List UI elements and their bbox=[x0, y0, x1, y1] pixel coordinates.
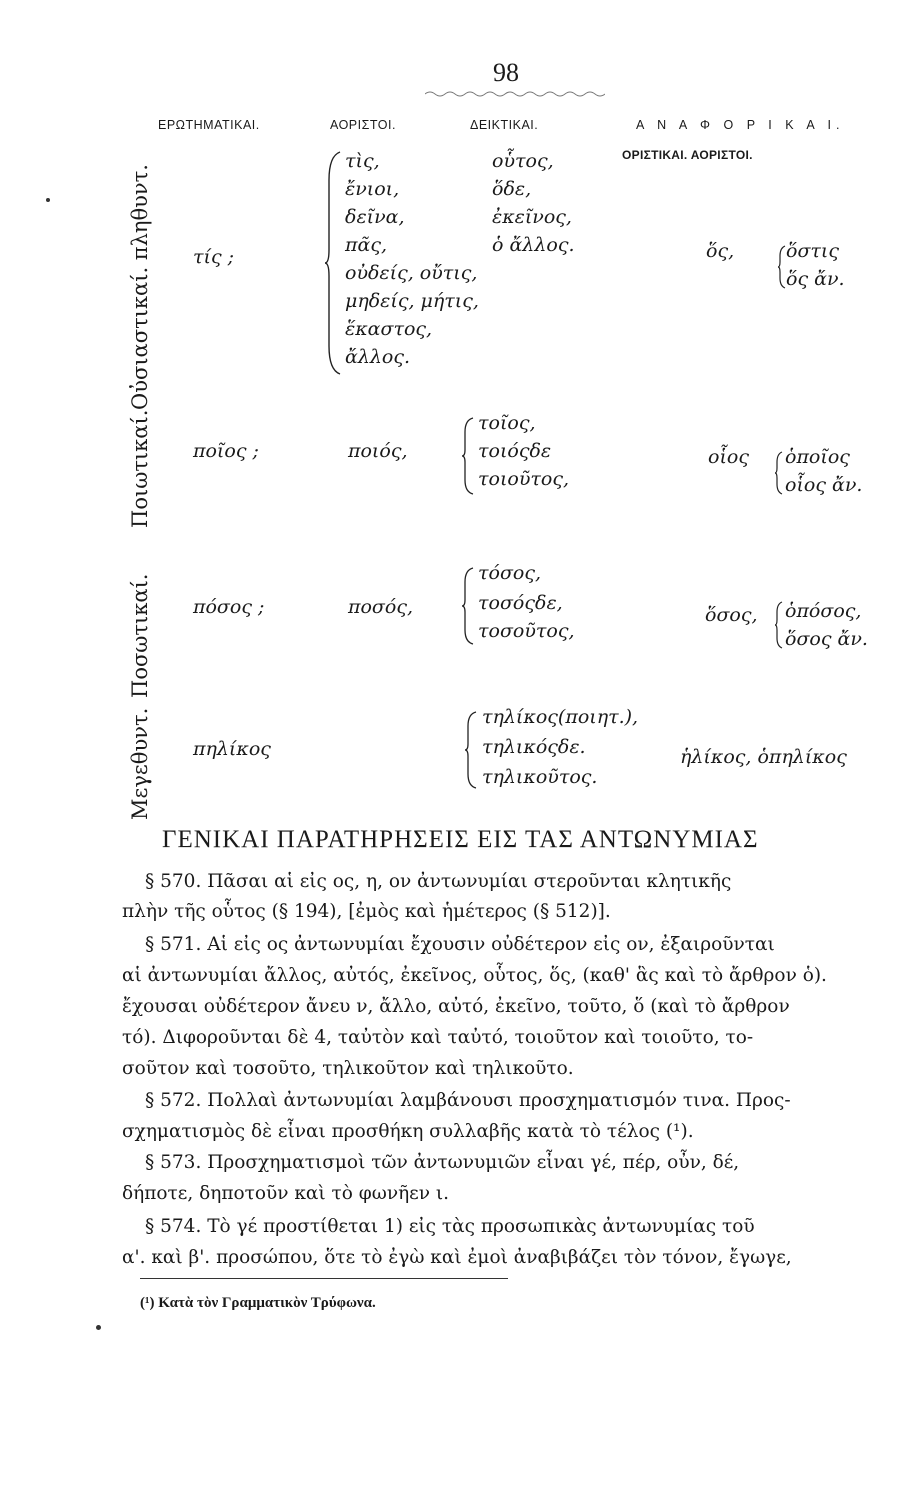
header-interrogative: ΕΡΩΤΗΜΑΤΙΚΑΙ. bbox=[158, 118, 260, 132]
ink-speck bbox=[46, 198, 50, 202]
row4-dem-2: τηλικόςδε. bbox=[482, 736, 586, 758]
paragraph-line: σχηματισμὸς δὲ εἶναι προσθήκη συλλαβῆς κατὰ τὸ τέλος (¹). bbox=[122, 1121, 694, 1142]
row-label-magnitude: Μεγεθυντ. bbox=[128, 707, 152, 820]
row4-dem-3: τηλικοῦτος. bbox=[482, 766, 598, 788]
wavy-ornament bbox=[425, 88, 605, 100]
row1-dem-1: οὗτος, bbox=[492, 150, 554, 172]
paragraph-line: § 570. Πᾶσαι αἱ εἰς ος, η, ον ἀντωνυμίαι στεροῦνται κλητικῆς bbox=[145, 871, 732, 892]
paragraph-line: δήποτε, δηποτοῦν καὶ τὸ φωνῆεν ι. bbox=[122, 1183, 450, 1204]
header-indefinite: ΑΟΡΙΣΤΟΙ. bbox=[330, 118, 396, 132]
row3-dem-3: τοσοῦτος, bbox=[478, 620, 575, 642]
row1-indef-6: μηδείς, μήτις, bbox=[345, 290, 479, 312]
header-relative-sub: ΟΡΙΣΤΙΚΑΙ. ΑΟΡΙΣΤΟΙ. bbox=[622, 148, 753, 162]
footnote: (¹) Κατὰ τὸν Γραμματικὸν Τρύφωνα. bbox=[140, 1295, 376, 1311]
row-label-substantive: Οὐσιαστικαί. πληθυντ. bbox=[128, 164, 152, 410]
row2-indefinite: ποιός, bbox=[348, 440, 408, 462]
header-relative: Α Ν Α Φ Ο Ρ Ι Κ Α Ι. bbox=[636, 118, 845, 132]
row3-rel-indef-1: ὁπόσος, bbox=[785, 600, 862, 622]
header-demonstrative: ΔΕΙΚΤΙΚΑΙ. bbox=[470, 118, 539, 132]
row1-indef-5: οὐδείς, οὔτις, bbox=[345, 262, 478, 284]
footnote-rule bbox=[140, 1278, 508, 1279]
row-label-qualitative: Ποιωτικαί. bbox=[128, 409, 152, 528]
brace bbox=[465, 710, 477, 790]
row1-interrogative: τίς ; bbox=[193, 246, 235, 268]
row1-indef-3: δεῖνα, bbox=[345, 206, 405, 228]
row3-dem-1: τόσος, bbox=[478, 562, 542, 584]
row2-rel-indef-2: οἷος ἄν. bbox=[785, 474, 863, 496]
row1-indef-1: τὶς, bbox=[345, 150, 380, 172]
paragraph-line: πλὴν τῆς οὗτος (§ 194), [ἐμὸς καὶ ἡμέτερος (§ 512)]. bbox=[122, 901, 611, 922]
row3-interrogative: πόσος ; bbox=[193, 596, 265, 618]
row4-interrogative: πηλίκος bbox=[193, 738, 271, 760]
brace bbox=[775, 450, 783, 496]
ink-speck bbox=[96, 1325, 101, 1330]
row3-rel-indef-2: ὅσος ἄν. bbox=[785, 628, 868, 650]
row4-relative: ἡλίκος, ὁπηλίκος bbox=[680, 746, 847, 768]
page-number: 98 bbox=[493, 58, 519, 87]
row-label-quantitative: Ποσωτικαί. bbox=[128, 573, 152, 698]
row4-dem-1: τηλίκος(ποιητ.), bbox=[482, 706, 639, 728]
paragraph-line: α'. καὶ β'. προσώπου, ὅτε τὸ ἐγὼ καὶ ἐμοὶ ἀναβιβάζει τὸν τόνον, ἔγωγε, bbox=[122, 1247, 792, 1268]
row1-indef-8: ἄλλος. bbox=[345, 346, 411, 368]
row1-rel-indef-1: ὅστις bbox=[786, 240, 840, 262]
row3-rel-definite: ὅσος, bbox=[705, 604, 758, 626]
paragraph-line: § 574. Τὸ γέ προστίθεται 1) εἰς τὰς προσωπικὰς ἀντωνυμίας τοῦ bbox=[145, 1216, 755, 1237]
brace bbox=[462, 566, 474, 646]
row2-dem-1: τοῖος, bbox=[478, 412, 536, 434]
row2-interrogative: ποῖος ; bbox=[193, 440, 259, 462]
section-title: ΓΕΝΙΚΑΙ ΠΑΡΑΤΗΡΗΣΕΙΣ ΕΙΣ ΤΑΣ ΑΝΤΩΝΥΜΙΑΣ bbox=[162, 826, 759, 853]
row2-rel-indef-1: ὁποῖος bbox=[785, 446, 850, 468]
brace bbox=[325, 150, 343, 376]
row1-indef-2: ἔνιοι, bbox=[345, 178, 400, 200]
row2-rel-definite: οἷος bbox=[708, 446, 749, 468]
row3-dem-2: τοσόςδε, bbox=[478, 592, 563, 614]
brace bbox=[462, 416, 474, 496]
row1-rel-definite: ὅς, bbox=[706, 240, 735, 262]
paragraph-line: αἱ ἀντωνυμίαι ἄλλος, αὐτός, ἐκεῖνος, οὗτος, ὅς, (καθ' ἃς καὶ τὸ ἄρθρον ὁ). bbox=[122, 965, 827, 986]
row1-rel-indef-2: ὅς ἄν. bbox=[786, 268, 845, 290]
paragraph-line: § 573. Προσχηματισμοὶ τῶν ἀντωνυμιῶν εἶναι γέ, πέρ, οὖν, δέ, bbox=[145, 1152, 740, 1173]
row1-indef-7: ἕκαστος, bbox=[345, 318, 433, 340]
row1-dem-3: ἐκεῖνος, bbox=[492, 206, 572, 228]
row1-dem-2: ὅδε, bbox=[492, 178, 532, 200]
row3-indefinite: ποσός, bbox=[348, 596, 414, 618]
paragraph-line: ἔχουσαι οὐδέτερον ἄνευ ν, ἄλλο, αὐτό, ἐκεῖνο, τοῦτο, ὅ (καὶ τὸ ἄρθρον bbox=[122, 996, 790, 1017]
paragraph-line: σοῦτον καὶ τοσοῦτο, τηλικοῦτον καὶ τηλικοῦτο. bbox=[122, 1058, 574, 1079]
row2-dem-3: τοιοῦτος, bbox=[478, 468, 570, 490]
brace bbox=[778, 244, 786, 290]
paragraph-line: § 571. Αἱ εἰς ος ἀντωνυμίαι ἔχουσιν οὐδέτερον εἰς ον, ἐξαιροῦνται bbox=[145, 934, 775, 955]
brace bbox=[775, 600, 783, 650]
row1-dem-4: ὁ ἄλλος. bbox=[492, 234, 575, 256]
paragraph-line: τό). Διφοροῦνται δὲ 4, ταὐτὸν καὶ ταὐτό, τοιοῦτον καὶ τοιοῦτο, το- bbox=[122, 1027, 754, 1048]
row2-dem-2: τοιόςδε bbox=[478, 440, 552, 462]
row1-indef-4: πᾶς, bbox=[345, 234, 387, 256]
paragraph-line: § 572. Πολλαὶ ἀντωνυμίαι λαμβάνουσι προσχηματισμόν τινα. Προς- bbox=[145, 1090, 791, 1111]
